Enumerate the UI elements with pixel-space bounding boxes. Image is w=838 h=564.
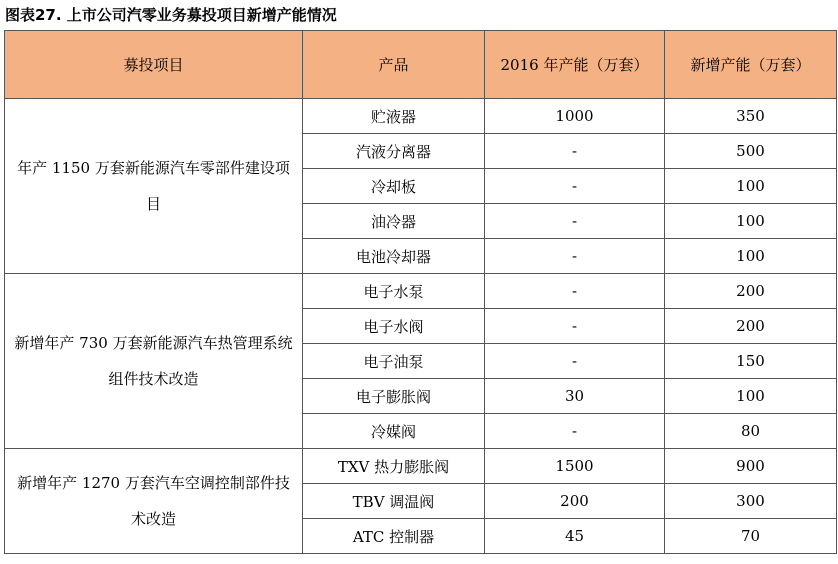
new-capacity-cell: 70 (665, 519, 837, 554)
capacity-2016-cell: 200 (485, 484, 665, 519)
capacity-2016-cell: - (485, 134, 665, 169)
header-row (5, 31, 837, 99)
product-cell: TBV 调温阀 (303, 484, 485, 519)
header-new-capacity: 新增产能（万套） (665, 31, 837, 99)
capacity-2016-cell: 1500 (485, 449, 665, 484)
header-product: 产品 (303, 31, 485, 99)
project-name-cell: 年产 1150 万套新能源汽车零部件建设项目 (5, 99, 303, 274)
product-cell: ATC 控制器 (303, 519, 485, 554)
capacity-2016-cell: 30 (485, 379, 665, 414)
new-capacity-cell: 150 (665, 344, 837, 379)
product-cell: 冷却板 (303, 169, 485, 204)
product-cell: 电池冷却器 (303, 239, 485, 274)
product-cell: 电子油泵 (303, 344, 485, 379)
product-cell: 电子膨胀阀 (303, 379, 485, 414)
capacity-2016-cell: - (485, 414, 665, 449)
project-name-cell: 新增年产 730 万套新能源汽车热管理系统组件技术改造 (5, 274, 303, 449)
new-capacity-cell: 300 (665, 484, 837, 519)
table-row (5, 449, 837, 484)
project-name-cell: 新增年产 1270 万套汽车空调控制部件技术改造 (5, 449, 303, 554)
product-cell: 贮液器 (303, 99, 485, 134)
new-capacity-cell: 80 (665, 414, 837, 449)
new-capacity-cell: 350 (665, 99, 837, 134)
header-project: 募投项目 (5, 31, 303, 99)
table-caption: 图表27. 上市公司汽零业务募投项目新增产能情况 (5, 6, 337, 24)
capacity-2016-cell: - (485, 204, 665, 239)
capacity-2016-cell: - (485, 274, 665, 309)
table-body (5, 99, 837, 554)
capacity-2016-cell: - (485, 309, 665, 344)
new-capacity-cell: 100 (665, 204, 837, 239)
product-cell: 电子水阀 (303, 309, 485, 344)
capacity-table (4, 30, 837, 554)
new-capacity-cell: 100 (665, 239, 837, 274)
capacity-2016-cell: - (485, 344, 665, 379)
table-row (5, 99, 837, 134)
product-cell: TXV 热力膨胀阀 (303, 449, 485, 484)
capacity-2016-cell: - (485, 169, 665, 204)
new-capacity-cell: 500 (665, 134, 837, 169)
capacity-2016-cell: 1000 (485, 99, 665, 134)
capacity-2016-cell: - (485, 239, 665, 274)
capacity-2016-cell: 45 (485, 519, 665, 554)
table-row (5, 274, 837, 309)
new-capacity-cell: 200 (665, 309, 837, 344)
header-capacity-2016: 2016 年产能（万套） (485, 31, 665, 99)
product-cell: 冷媒阀 (303, 414, 485, 449)
product-cell: 汽液分离器 (303, 134, 485, 169)
product-cell: 油冷器 (303, 204, 485, 239)
new-capacity-cell: 900 (665, 449, 837, 484)
new-capacity-cell: 100 (665, 169, 837, 204)
new-capacity-cell: 100 (665, 379, 837, 414)
new-capacity-cell: 200 (665, 274, 837, 309)
product-cell: 电子水泵 (303, 274, 485, 309)
